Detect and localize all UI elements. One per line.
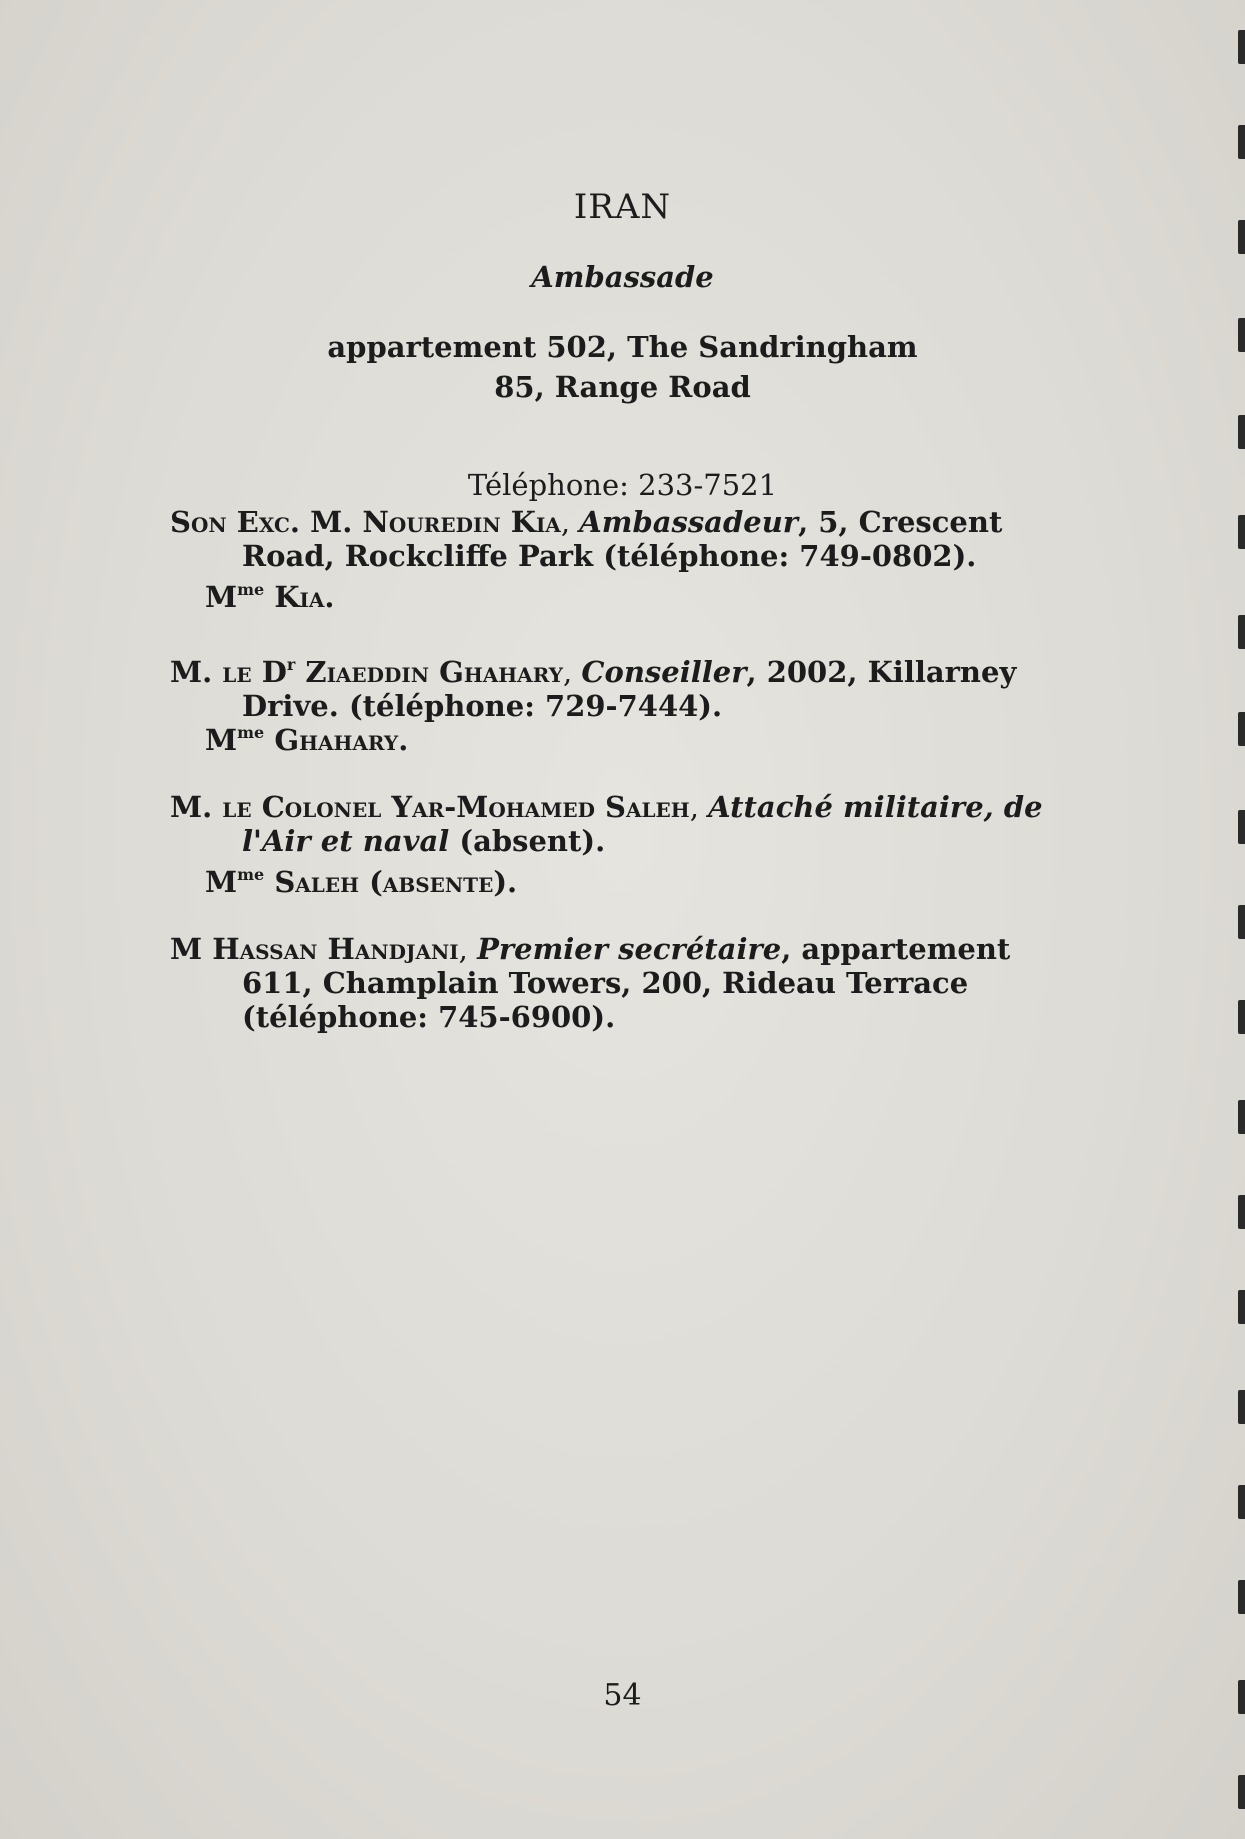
entry-name: Ziaeddin Ghahary (295, 655, 563, 689)
entry-first-secretary: M Hassan Handjani, Premier secrétaire, appartement 611, Champlain Towers, 200, Rideau Terrace (téléphone: 745-6900). (170, 932, 1011, 1034)
entry-role: Attaché militaire, de l'Air et naval (242, 790, 1043, 858)
entry-name: Nouredin Kia (362, 505, 561, 539)
entry-prefix: Son Exc. M. (170, 505, 363, 539)
entry-military-attache: M. le Colonel Yar-Mohamed Saleh, Attaché militaire, de l'Air et naval (absent). (170, 790, 1043, 858)
entry-details: , appartement 611, Champlain Towers, 200, Rideau Terrace (téléphone: 745-6900). (242, 932, 1011, 1034)
entry-details: , 5, Crescent Road, Rockcliffe Park (téléphone: 749-0802). (242, 505, 1003, 573)
entry-role: Conseiller (581, 655, 747, 689)
entry-details: (absent). (449, 824, 606, 858)
entry-role: Premier secrétaire (477, 932, 782, 966)
page-number: 54 (603, 1678, 642, 1713)
embassy-telephone: Téléphone: 233-7521 (467, 468, 778, 502)
entry-details: , 2002, Killarney Drive. (téléphone: 729-7444). (242, 655, 1017, 723)
entry-role: Ambassadeur (579, 505, 799, 539)
entry-spouse: $M^{me}$ Saleh (absente). (205, 865, 518, 899)
entry-name: Yar-Mohamed Saleh (391, 790, 690, 824)
entry-ambassador: Son Exc. M. Nouredin Kia, Ambassadeur, 5, Crescent Road, Rockcliffe Park (téléphone: 749-0802). (170, 505, 1003, 573)
entry-counsellor: M. le $D^r$ Ziaeddin Ghahary, Conseiller, 2002, Killarney Drive. (téléphone: 729-7444). (170, 655, 1017, 723)
entry-spouse: $M^{me}$ Ghahary. (205, 723, 409, 757)
address-line-2: 85, Range Road (494, 370, 751, 404)
address-line-1: appartement 502, The Sandringham (327, 330, 918, 364)
page-title: IRAN (573, 187, 672, 227)
entry-name: Hassan Handjani (212, 932, 459, 966)
section-subtitle: Ambassade (531, 260, 714, 294)
entry-spouse: $M^{me}$ Kia. (205, 580, 335, 614)
